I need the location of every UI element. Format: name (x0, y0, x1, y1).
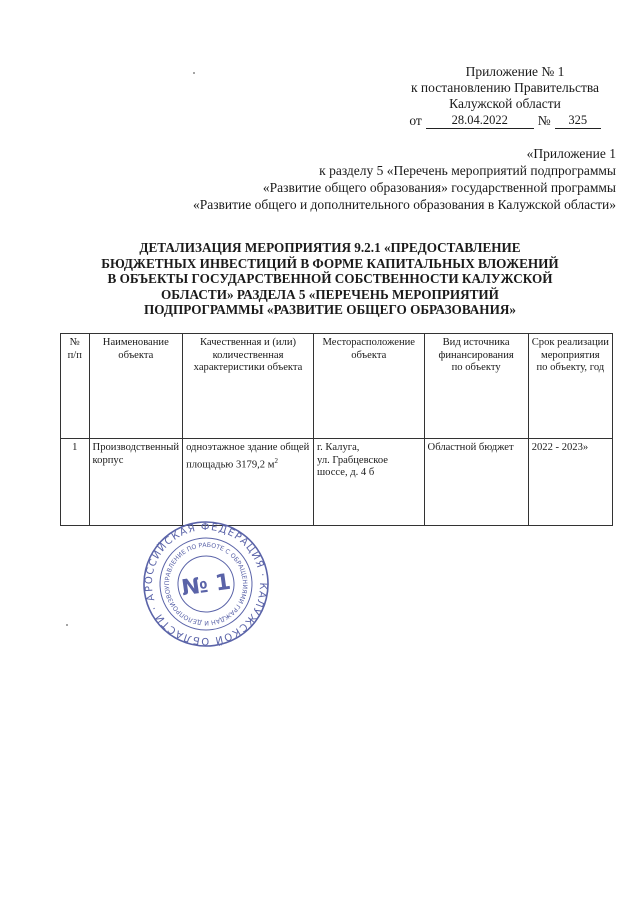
location-line: г. Калуга, (316, 442, 360, 453)
document-title (60, 240, 600, 318)
title-line1: ДЕТАЛИЗАЦИЯ МЕРОПРИЯТИЯ 9.2.1 «ПРЕДОСТАВЛЕНИЕ (139, 240, 521, 255)
scan-speck (193, 72, 195, 74)
header-text: № (69, 337, 80, 348)
header-num (61, 334, 90, 439)
cell-name: Производственный корпус (89, 439, 183, 526)
seal-outer-text: РОССИЙСКАЯ ФЕДЕРАЦИЯ · КАЛУЖСКОЙ ОБЛАСТИ · АДМИНИСТРАЦИЯ (143, 521, 269, 647)
number-label: № (537, 113, 551, 128)
location-line: шоссе, д. 4 б (316, 467, 375, 478)
header-text: Вид источника (442, 337, 510, 348)
decree-date: 28.04.2022 (426, 113, 534, 129)
header-text: Наименование (102, 337, 169, 348)
title-line5: ПОДПРОГРАММЫ «РАЗВИТИЕ ОБЩЕГО ОБРАЗОВАНИЯ» (144, 302, 516, 317)
appendix-date-row (380, 113, 630, 129)
location-line: ул. Грабцевское (316, 454, 388, 466)
appendix-block (380, 64, 630, 129)
header-text: Месторасположение (322, 337, 416, 348)
appendix2-line4: «Развитие общего и дополнительного образования в Калужской области» (192, 197, 616, 212)
cell-characteristics (183, 439, 314, 526)
official-seal (136, 521, 276, 647)
appendix-line1: Приложение № 1 (465, 64, 565, 79)
cell-num: 1 (61, 439, 90, 526)
title-line2: БЮДЖЕТНЫХ ИНВЕСТИЦИЙ В ФОРМЕ КАПИТАЛЬНЫХ ВЛОЖЕНИЙ (101, 255, 559, 271)
scan-speck (66, 624, 68, 626)
cell-location (313, 439, 424, 526)
appendix2-line2: к разделу 5 «Перечень мероприятий подпрограммы (319, 163, 616, 178)
appendix-line3: Калужской области (449, 96, 561, 111)
appendix2-block (193, 145, 616, 213)
seal-center-number: № 1 (179, 569, 233, 602)
header-name (89, 334, 183, 439)
header-text: п/п (67, 349, 82, 361)
characteristics-text: одноэтажное здание общей площадью 3179,2 м (186, 442, 310, 471)
cell-funding: Областной бюджет (424, 439, 528, 526)
title-line4: ОБЛАСТИ» РАЗДЕЛА 5 «ПЕРЕЧЕНЬ МЕРОПРИЯТИЙ (161, 286, 499, 302)
header-text: объекта (351, 349, 387, 361)
table-row (61, 439, 613, 526)
header-text: количественная (212, 349, 284, 361)
measures-table (60, 333, 613, 526)
header-text: по объекту, год (536, 362, 605, 373)
area-unit-sup: 2 (274, 456, 278, 465)
header-text: по объекту (451, 362, 501, 373)
from-label: от (409, 113, 422, 128)
header-text: финансирования (438, 349, 514, 361)
header-text: Качественная и (или) (200, 337, 297, 348)
appendix-line2: к постановлению Правительства (410, 80, 600, 95)
seal-inner-text: УПРАВЛЕНИЕ ПО РАБОТЕ С ОБРАЩЕНИЯМИ ГРАЖДАН И ДЕЛОПРОИЗВОДСТВА (163, 541, 249, 627)
header-text: характеристики объекта (193, 362, 303, 373)
header-text: объекта (118, 349, 154, 361)
decree-number: 325 (555, 113, 601, 129)
header-location (313, 334, 424, 439)
header-characteristics (183, 334, 314, 439)
appendix2-line1: «Приложение 1 (526, 146, 616, 161)
header-funding (424, 334, 528, 439)
table-header-row (61, 334, 613, 439)
header-text: Срок реализации (531, 337, 609, 348)
cell-term: 2022 - 2023» (528, 439, 612, 526)
header-term (528, 334, 612, 439)
appendix2-line3: «Развитие общего образования» государственной программы (262, 180, 616, 195)
header-text: мероприятия (541, 349, 600, 361)
title-line3: В ОБЪЕКТЫ ГОСУДАРСТВЕННОЙ СОБСТВЕННОСТИ КАЛУЖСКОЙ (107, 271, 553, 286)
